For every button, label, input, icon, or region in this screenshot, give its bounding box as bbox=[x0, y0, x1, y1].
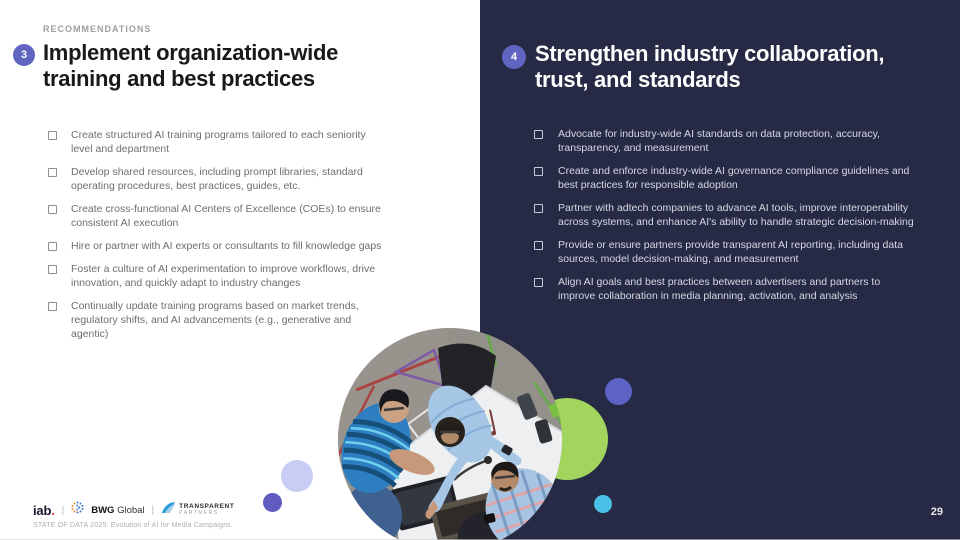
left-section-title: Implement organization-wide training and best practices bbox=[43, 40, 339, 91]
section-number-badge-4: 4 bbox=[502, 45, 526, 69]
checkbox-bullet-icon bbox=[534, 241, 543, 250]
logo-separator: | bbox=[151, 504, 155, 516]
checkbox-bullet-icon bbox=[48, 265, 57, 274]
checkbox-bullet-icon bbox=[534, 167, 543, 176]
checkbox-bullet-icon bbox=[48, 302, 57, 311]
iab-logo-dot: . bbox=[51, 502, 55, 518]
list-item: Provide or ensure partners provide transparent AI reporting, including data sources, model decision-making, and measurement bbox=[534, 238, 919, 266]
page-number: 29 bbox=[930, 506, 943, 518]
list-item: Create structured AI training programs tailored to each seniority level and department bbox=[48, 128, 388, 156]
bwg-globe-icon bbox=[71, 501, 84, 519]
list-item: Hire or partner with AI experts or consultants to fill knowledge gaps bbox=[48, 239, 388, 253]
checkbox-bullet-icon bbox=[534, 204, 543, 213]
logo-separator: | bbox=[61, 504, 65, 516]
bwg-global-logo: BWG Global bbox=[91, 504, 145, 516]
photo-team-collaboration bbox=[338, 328, 562, 540]
decor-circle-lavender bbox=[281, 460, 313, 492]
decor-circle-purple-right bbox=[605, 378, 632, 405]
footer-report-title: STATE OF DATA 2025: Evolution of AI for Media Campaigns bbox=[33, 522, 232, 529]
right-bullet-list bbox=[534, 127, 919, 312]
list-item: Continually update training programs based on market trends, regulatory shifts, and AI advancements (e.g., generative and agentic) bbox=[48, 299, 388, 341]
right-section-title: Strengthen industry collaboration, trust, and standards bbox=[535, 41, 885, 92]
checkbox-bullet-icon bbox=[48, 205, 57, 214]
eyebrow-label: RECOMMENDATIONS bbox=[43, 24, 152, 34]
checkbox-bullet-icon bbox=[534, 130, 543, 139]
list-item: Create and enforce industry-wide AI governance compliance guidelines and best practices for responsible adoption bbox=[534, 164, 919, 192]
checkbox-bullet-icon bbox=[48, 168, 57, 177]
list-item: Develop shared resources, including prompt libraries, standard operating procedures, best practices, guides, etc. bbox=[48, 165, 388, 193]
list-item: Partner with adtech companies to advance AI tools, improve interoperability across systems, and enhance AI's ability to handle strategic decision-making bbox=[534, 201, 919, 229]
left-bullet-list bbox=[48, 128, 388, 350]
transparent-partners-logo: TRANSPARENT PARTNERS bbox=[161, 501, 234, 519]
transparent-partners-swoosh-icon bbox=[161, 501, 176, 519]
checkbox-bullet-icon bbox=[534, 278, 543, 287]
list-item: Create cross-functional AI Centers of Excellence (COEs) to ensure consistent AI execution bbox=[48, 202, 388, 230]
list-item: Align AI goals and best practices between advertisers and partners to improve collaboration in media planning, activation, and analysis bbox=[534, 275, 919, 303]
list-item: Foster a culture of AI experimentation to improve workflows, drive innovation, and quickly adapt to industry changes bbox=[48, 262, 388, 290]
list-item: Advocate for industry-wide AI standards on data protection, accuracy, transparency, and measurement bbox=[534, 127, 919, 155]
checkbox-bullet-icon bbox=[48, 242, 57, 251]
section-number-badge-3: 3 bbox=[13, 44, 35, 66]
decor-circle-purple-left bbox=[263, 493, 282, 512]
footer-logos bbox=[33, 502, 234, 518]
decor-circle-cyan bbox=[594, 495, 612, 513]
checkbox-bullet-icon bbox=[48, 131, 57, 140]
iab-logo: iab. bbox=[33, 502, 55, 518]
